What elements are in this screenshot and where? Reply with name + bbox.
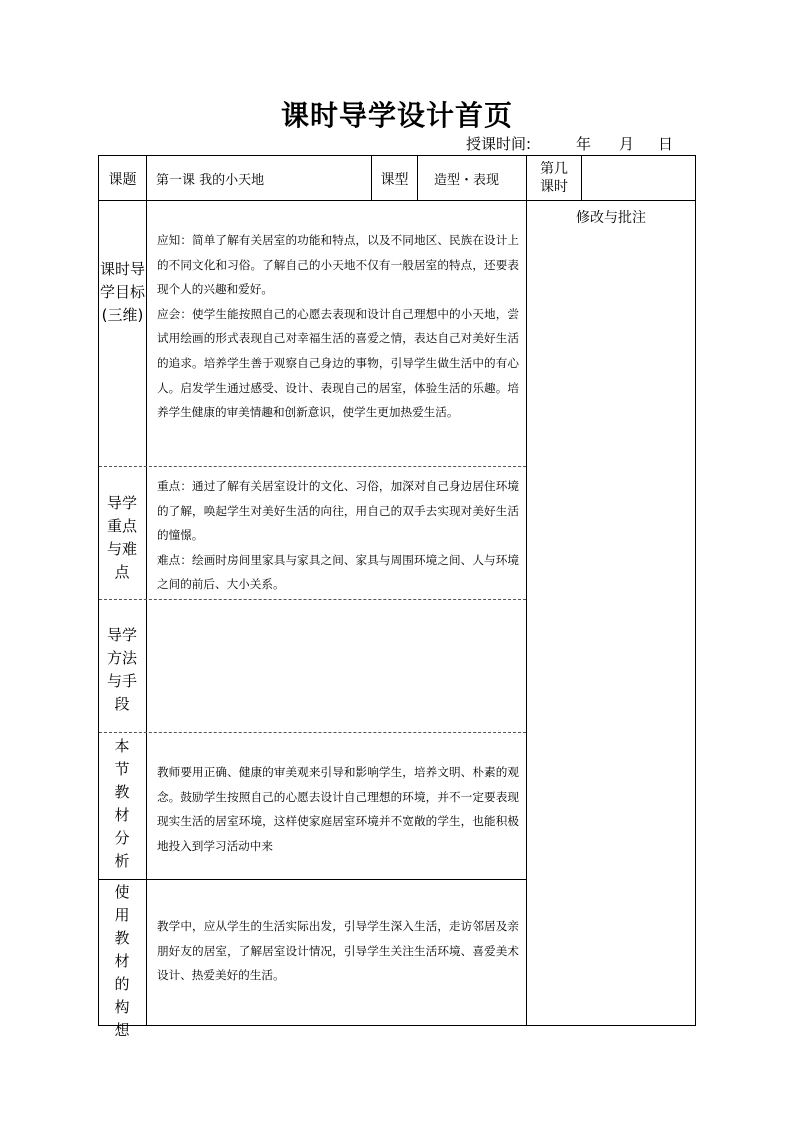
header-divider-2: [417, 155, 418, 200]
type-value: 造型・表现: [434, 173, 500, 188]
topic-label: 课题: [108, 172, 137, 188]
notes-label: 修改与批注: [576, 210, 646, 226]
key-point: 重点：通过了解有关居室设计的文化、习俗，加深对自己身边居住环境的了解，唤起学生对美好生活的向往，用自己的双手去实现对美好生活的憧憬。: [157, 479, 519, 543]
section-label-usage-concept: 使用教材的构想: [114, 883, 130, 1039]
section-divider-2: [99, 599, 526, 600]
header-divider-3: [581, 155, 582, 200]
period-label: 第几课时: [540, 161, 568, 195]
usage-concept-text: 教学中，应从学生的生活实际出发，引导学生深入生活，走访邻居及亲朋好友的居室，了解居室设计情况，引导学生关注生活环境、喜爱美术设计、热爱美好的生活。: [157, 919, 519, 983]
section-label-material-analysis: 本节教材分析: [114, 737, 130, 870]
date-label: 授课时间:: [466, 135, 532, 153]
section-body-key-points: [157, 474, 519, 597]
table-border-top: [98, 155, 696, 156]
section-body-material-analysis: [157, 760, 519, 858]
section-label-goals: 课时导学目标(三维): [99, 260, 145, 324]
date-day: 日: [658, 135, 674, 153]
section-label-methods: 导学方法与手段: [106, 626, 137, 713]
section-body-goals: [157, 228, 519, 425]
date-year: 年: [576, 135, 592, 153]
table-border-right: [695, 155, 696, 1026]
section-body-usage-concept: [157, 914, 519, 988]
goals-know: 应知：简单了解有关居室的功能和特点，以及不同地区、民族在设计上的不同文化和习俗。了解自己的小天地不仅有一般居室的特点，还要表现个人的兴趣和爱好。: [157, 233, 519, 297]
date-month: 月: [619, 135, 635, 153]
label-column-divider: [146, 155, 147, 1026]
goals-able: 应会：使学生能按照自己的心愿去表现和设计自己理想中的小天地，尝试用绘画的形式表现自己对幸福生活的喜爱之情，表达自己对美好生活的追求。培养学生善于观察自己身边的事物，引导学生做生活中的有心人。启发学生通过感受、设计、表现自己的居室，体验生活的乐趣。培养学生健康的审美情趣和创新意识，使学生更加热爱生活。: [157, 306, 519, 420]
table-border-bottom: [98, 1025, 696, 1026]
header-row-divider: [98, 200, 696, 201]
notes-column-divider: [526, 155, 527, 1026]
topic-value: 第一课 我的小天地: [156, 173, 265, 188]
material-analysis-text: 教师要用正确、健康的审美观来引导和影响学生，培养文明、朴素的观念。鼓励学生按照自己的心愿去设计自己理想的环境，并不一定要表现现实生活的居室环境，这样使家庭居室环境并不宽敞的学生，也能积极地投入到学习活动中来: [157, 765, 519, 853]
page-title: 课时导学设计首页: [280, 99, 513, 132]
type-label: 课型: [380, 172, 409, 188]
difficulty: 难点：绘画时房间里家具与家具之间、家具与周围环境之间、人与环境之间的前后、大小关系。: [157, 552, 519, 592]
section-divider-4: [99, 879, 526, 880]
section-divider-1: [99, 466, 526, 467]
section-divider-3: [99, 732, 526, 733]
section-label-key-points: 导学重点与难点: [106, 494, 137, 581]
